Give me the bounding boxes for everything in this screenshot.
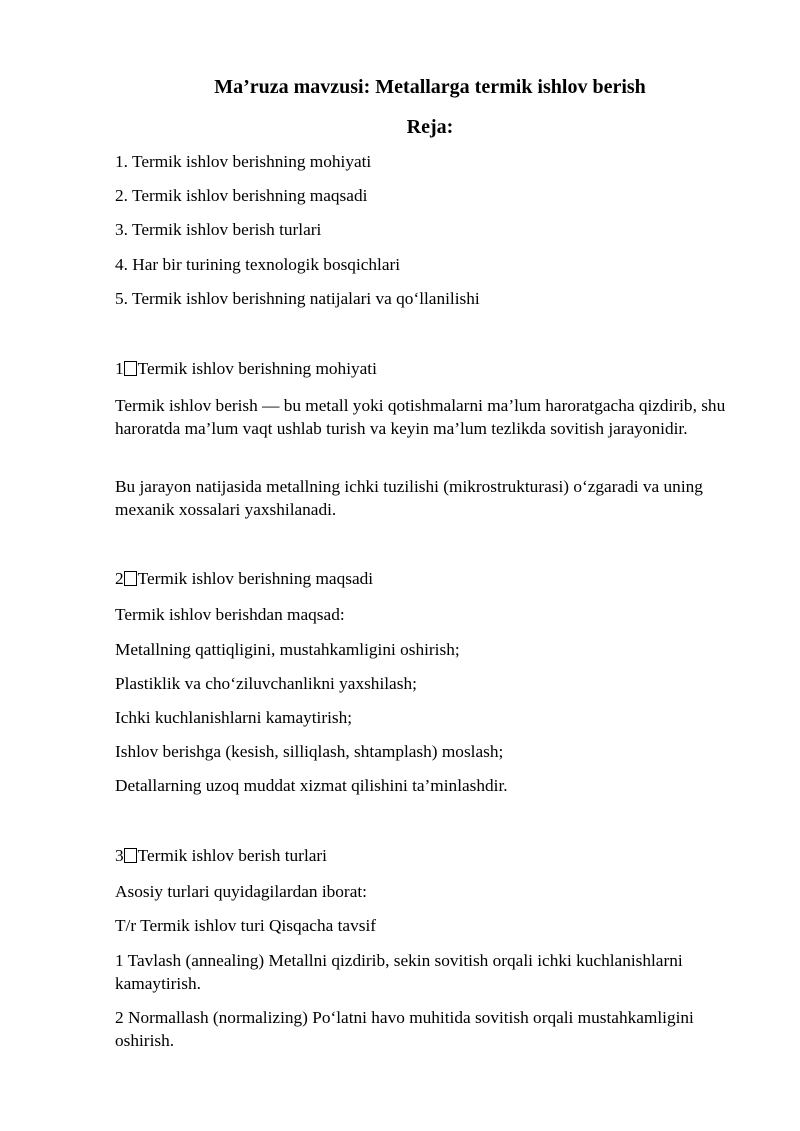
list-item: Metallning qattiqligini, mustahkamligini oshirish;	[115, 640, 460, 659]
missing-glyph-box-icon	[124, 361, 137, 376]
list-item: Ishlov berishga (kesish, silliqlash, shtamplash) moslash;	[115, 742, 504, 761]
paragraph: Termik ishlov berishdan maqsad:	[115, 605, 345, 624]
missing-glyph-box-icon	[124, 571, 137, 586]
plan-item: 5. Termik ishlov berishning natijalari va qo‘llanilishi	[115, 289, 480, 308]
section-number: 3	[115, 846, 124, 865]
section-heading	[115, 844, 740, 867]
plan-heading: Reja:	[406, 116, 454, 138]
paragraph: Bu jarayon natijasida metallning ichki tuzilishi (mikrostrukturasi) o‘zgaradi va uning mexanik xossalari yaxshilanadi.	[115, 477, 703, 519]
section-heading-text: Termik ishlov berish turlari	[137, 846, 327, 865]
list-item: Plastiklik va cho‘ziluvchanlikni yaxshilash;	[115, 674, 417, 693]
section-number: 2	[115, 569, 124, 588]
section-heading	[115, 567, 740, 590]
list-item: Ichki kuchlanishlarni kamaytirish;	[115, 708, 353, 727]
section-heading	[115, 357, 740, 380]
table-row: 1 Tavlash (annealing) Metallni qizdirib, sekin sovitish orqali ichki kuchlanishlarni kamaytirish.	[115, 951, 683, 993]
table-row: 2 Normallash (normalizing) Po‘latni havo muhitida sovitish orqali mustahkamligini oshirish.	[115, 1008, 694, 1050]
document-title: Ma’ruza mavzusi: Metallarga termik ishlov berish	[214, 76, 646, 98]
section-number: 1	[115, 359, 124, 378]
paragraph: Asosiy turlari quyidagilardan iborat:	[115, 882, 367, 901]
section-heading-text: Termik ishlov berishning mohiyati	[137, 359, 377, 378]
list-item: Detallarning uzoq muddat xizmat qilishini ta’minlashdir.	[115, 776, 508, 795]
plan-item: 1. Termik ishlov berishning mohiyati	[115, 152, 372, 171]
paragraph: Termik ishlov berish — bu metall yoki qotishmalarni ma’lum haroratgacha qizdirib, shu haroratda ma’lum vaqt ushlab turish va keyin ma’lum tezlikda sovitish jarayonidir.	[115, 396, 726, 438]
table-header: T/r Termik ishlov turi Qisqacha tavsif	[115, 916, 376, 935]
plan-item: 4. Har bir turining texnologik bosqichlari	[115, 255, 401, 274]
section-heading-text: Termik ishlov berishning maqsadi	[137, 569, 374, 588]
plan-item: 3. Termik ishlov berish turlari	[115, 220, 322, 239]
plan-item: 2. Termik ishlov berishning maqsadi	[115, 186, 368, 205]
missing-glyph-box-icon	[124, 848, 137, 863]
